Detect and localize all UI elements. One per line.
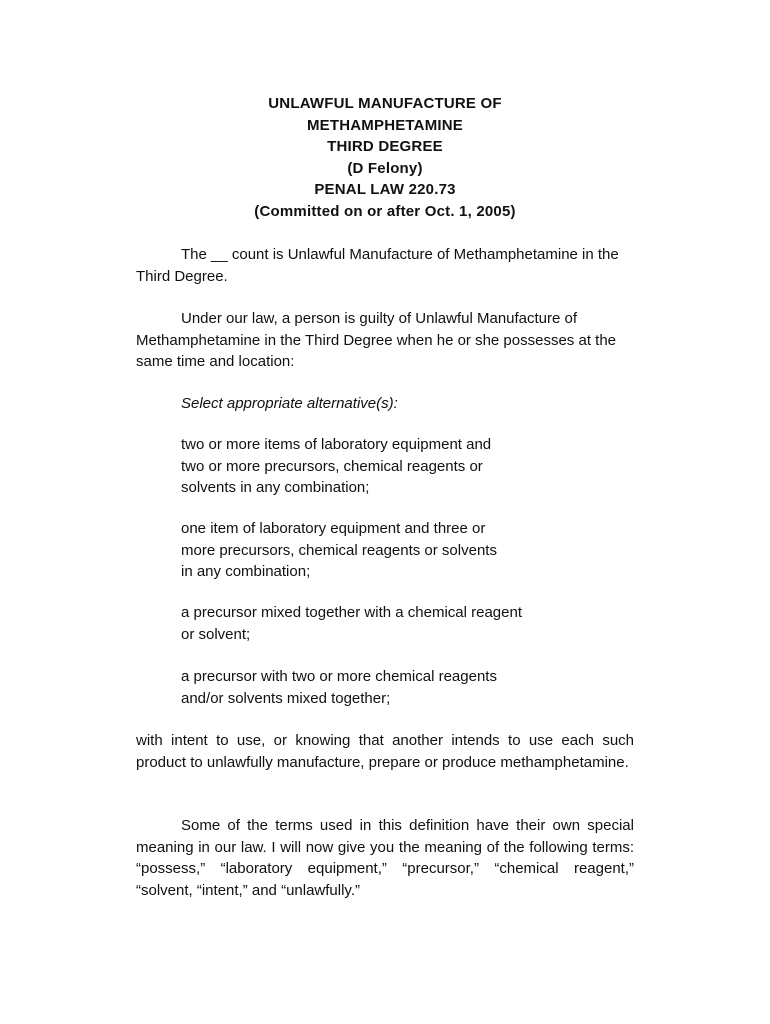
alternative-3-line-2: or solvent; xyxy=(181,625,251,643)
alternative-3 xyxy=(136,602,634,645)
heading-effective-date: (Committed on or after Oct. 1, 2005) xyxy=(254,202,516,220)
alternative-1-line-3: solvents in any combination; xyxy=(181,479,370,496)
heading-title-line-1: UNLAWFUL MANUFACTURE OF xyxy=(268,95,502,112)
document-heading xyxy=(135,93,635,222)
count-paragraph: The __ count is Unlawful Manufacture of Methamphetamine in the Third Degree. xyxy=(136,246,619,285)
heading-felony-class: (D Felony) xyxy=(347,159,423,177)
heading-title-line-2: METHAMPHETAMINE xyxy=(306,116,464,134)
alternative-2-line-1: one item of laboratory equipment and three or xyxy=(181,520,486,537)
definition-paragraph: Under our law, a person is guilty of Unlawful Manufacture of Methamphetamine in the Third Degree when he or she possesses at the same time and location: xyxy=(136,310,616,370)
intent-section xyxy=(136,730,634,773)
heading-degree: THIRD DEGREE xyxy=(327,138,443,155)
alternative-4-line-1: a precursor with two or more chemical reagents xyxy=(181,668,497,685)
instruction-section xyxy=(136,393,634,415)
alternative-3-line-1: a precursor mixed together with a chemical reagent xyxy=(181,604,523,621)
definition-section xyxy=(136,308,634,373)
alternative-4 xyxy=(136,666,634,709)
alternative-2-line-3: in any combination; xyxy=(181,563,311,580)
alternative-1 xyxy=(136,434,634,499)
alternative-2-line-2: more precursors, chemical reagents or solvents xyxy=(181,541,497,559)
heading-penal-law: PENAL LAW 220.73 xyxy=(314,181,456,198)
instruction-text: Select appropriate alternative(s): xyxy=(181,395,398,412)
terms-section xyxy=(136,815,634,901)
alternative-1-line-2: two or more precursors, chemical reagents or xyxy=(181,457,483,475)
alternative-4-line-2: and/or solvents mixed together; xyxy=(181,689,391,707)
intent-paragraph: with intent to use, or knowing that another intends to use each such product to unlawfully manufacture, prepare or produce methamphetamine. xyxy=(136,732,634,771)
alternative-2 xyxy=(136,518,634,583)
count-section xyxy=(136,244,634,287)
terms-paragraph: Some of the terms used in this definition have their own special meaning in our law. I will now give you the meaning of the following terms: “possess,” “laboratory equipment,” “precursor,” “chemical reagent,” “solvent, “intent,” and “unlawfully.” xyxy=(136,817,634,899)
alternative-1-line-1: two or more items of laboratory equipment and xyxy=(181,436,492,453)
